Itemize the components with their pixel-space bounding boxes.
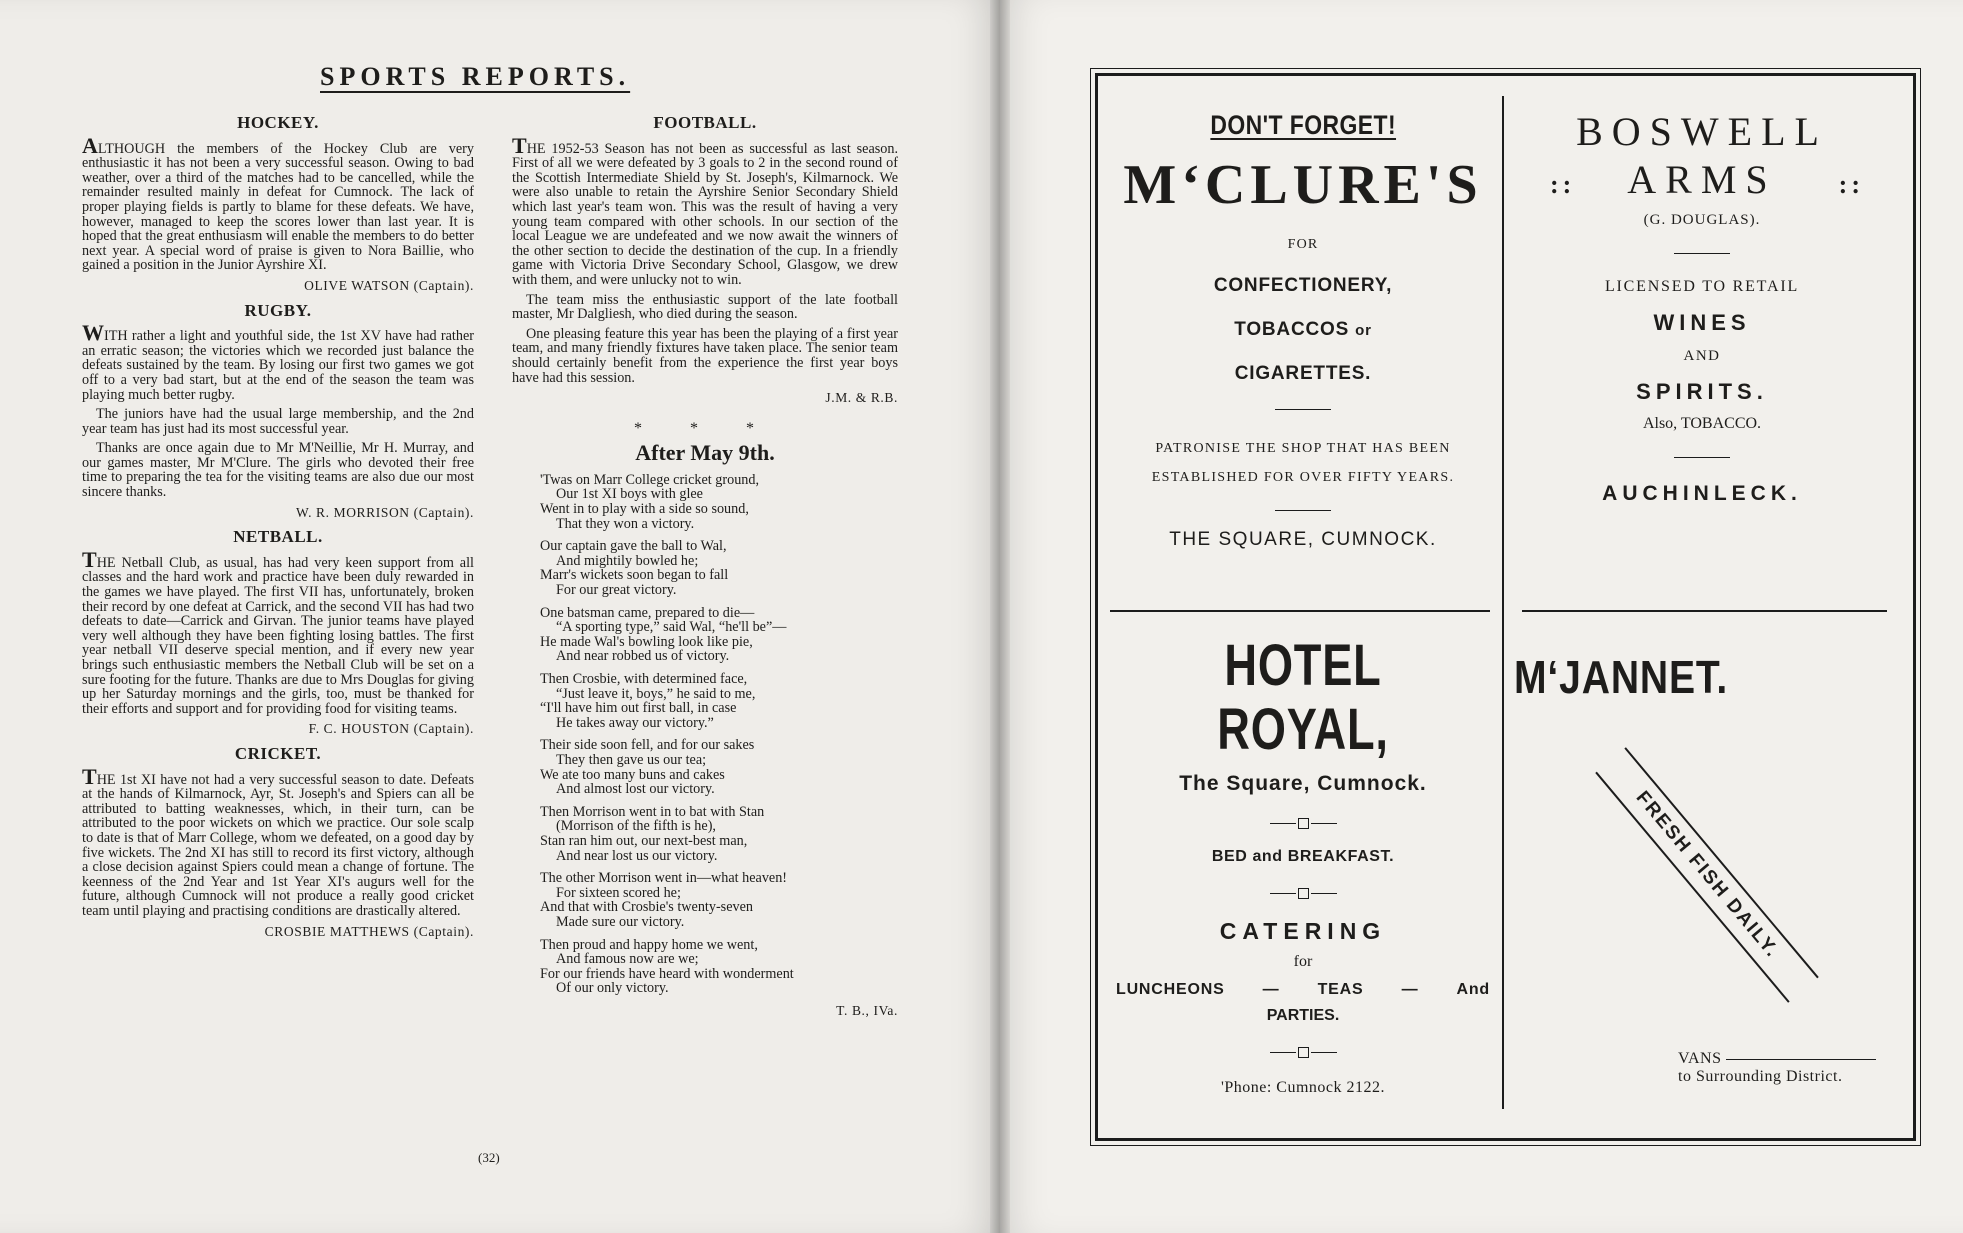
fresh-fish-text: FRESH FISH DAILY. [1631, 787, 1784, 963]
poem-line: The other Morrison went in—what heaven! [540, 870, 788, 887]
poem-line: Then proud and happy home we went, [540, 936, 758, 953]
football-signature: J.M. & R.B. [825, 390, 898, 406]
ornament-colons-left: :: [1550, 170, 1576, 199]
netball-heading: NETBALL. [233, 527, 323, 547]
football-paragraph-2: The team miss the enthusiastic support of the late football master, Mr Dalgliesh, who died during the season. [512, 291, 898, 323]
cricket-paragraph [82, 763, 474, 919]
rugby-paragraph [82, 320, 474, 403]
football-heading: FOOTBALL. [653, 113, 757, 132]
boswell-and: AND [1683, 348, 1721, 364]
poem-line: Our 1st XI boys with glee [556, 486, 703, 503]
page-number: (32) [478, 1150, 500, 1165]
football-paragraph [512, 132, 898, 288]
mjannet-vans [1678, 1050, 1876, 1086]
advert-divider-right [1522, 610, 1887, 612]
poem-line: Their side soon fell, and for our sakes [540, 737, 755, 754]
ornament-divider [1108, 814, 1498, 830]
rugby-paragraph-3: Thanks are once again due to Mr M'Neillie, Mr H. Murray, and our games master, Mr M'Clure. The girls who devoted their free time to preparing the tea for the visiting teams are also due our most sincere thanks. [82, 440, 474, 501]
hotel-teas: TEAS [1317, 981, 1364, 998]
poem-line: He made Wal's bowling look like pie, [540, 633, 753, 650]
mcclure-tobaccos [1108, 319, 1498, 341]
poem-line: We ate too many buns and cakes [540, 766, 725, 783]
hotel-for: for [1293, 953, 1313, 970]
boswell-tobacco: Also, TOBACCO. [1642, 415, 1762, 432]
poem-line: (Morrison of the fifth is he), [556, 818, 716, 835]
hockey-heading: HOCKEY. [237, 113, 319, 132]
poem-line: Went in to play with a side so sound, [540, 501, 749, 518]
boswell-name-line1: BOSWELL [1576, 109, 1828, 154]
poem-line: Of our only victory. [556, 980, 669, 997]
boswell-location: AUCHINLECK. [1602, 482, 1802, 505]
hotel-services-row [1116, 981, 1490, 999]
ornament-divider [1108, 884, 1498, 900]
mcclure-for: FOR [1287, 237, 1319, 252]
mcclure-cigarettes: CIGARETTES. [1234, 363, 1372, 384]
mcclure-advert [1108, 100, 1498, 551]
poem-line: “I'll have him out first ball, in case [540, 700, 737, 717]
poem-line: Stan ran him out, our next-best man, [540, 832, 748, 849]
divider-rule [1275, 510, 1331, 511]
netball-signature: F. C. HOUSTON (Captain). [308, 721, 474, 737]
mcclure-name: M‘CLURE'S [1123, 154, 1483, 216]
poem-line: Then Morrison went in to bat with Stan [540, 803, 765, 820]
poem-line: That they won a victory. [556, 515, 695, 532]
mcclure-address: THE SQUARE, CUMNOCK. [1169, 529, 1437, 550]
cricket-signature: CROSBIE MATTHEWS (Captain). [264, 923, 474, 939]
poem-line: Our captain gave the ball to Wal, [540, 538, 727, 555]
mcclure-tobaccos-word: TOBACCOS [1234, 319, 1356, 340]
poem-line: And that with Crosbie's twenty-seven [540, 899, 753, 916]
boswell-licensed: LICENSED TO RETAIL [1604, 278, 1800, 295]
rugby-dropcap: W [82, 320, 104, 346]
dash: — [1401, 981, 1419, 998]
poem-line: And near robbed us of victory. [556, 648, 730, 665]
mcclure-or: or [1355, 322, 1372, 339]
mcclure-patronise-line2: ESTABLISHED FOR OVER FIFTY YEARS. [1151, 470, 1455, 485]
vans-district: to Surrounding District. [1678, 1068, 1843, 1085]
poem-line: And near lost us our victory. [556, 847, 718, 864]
poem-line: For sixteen scored he; [556, 884, 681, 901]
right-column [512, 112, 898, 1028]
poem-stanza [540, 473, 898, 531]
hotel-bed-breakfast: BED and BREAKFAST. [1211, 848, 1395, 865]
poem-line: 'Twas on Marr College cricket ground, [540, 471, 760, 488]
boswell-advert [1512, 108, 1892, 506]
poem-stanza [540, 738, 898, 796]
cricket-heading: CRICKET. [234, 743, 322, 763]
poem-line: And mightily bowled he; [556, 552, 699, 569]
mjannet-advert [1512, 630, 1892, 1110]
section-separator: * * * [634, 419, 776, 437]
boswell-spirits: SPIRITS. [1636, 379, 1768, 404]
rugby-paragraph-2: The juniors have had the usual large membership, and the 2nd year team has just had its most successful year. [82, 406, 474, 437]
poem-line: They then gave us our tea; [556, 751, 707, 768]
boswell-name-row [1512, 156, 1892, 206]
advert-divider-left [1110, 610, 1490, 612]
hockey-paragraph [82, 132, 474, 274]
football-dropcap: T [512, 132, 527, 158]
poem-stanza [540, 805, 898, 863]
cricket-text: HE 1st XI have not had a very successful season to date. Defeats at the hands of Kilmarnock, Ayr, St. Joseph's and Spiers can all be attributed to batting weaknesses, which, in their turn, can be attributed to the poor wickets on which we practice. Our sole scalp to date is that of Marr College, whom we defeated, on a good day by five wickets. The 2nd XI has still to record its first victory, although a close decision against Spiers could mean a change of fortune. The keenness of the 2nd Year and 1st Year XI's augurs well for the future, although Cumnock will not produce a really good cricket team until playing and practising conditions are drastically altered. [82, 771, 474, 919]
vans-label: VANS [1678, 1050, 1722, 1067]
hotel-royal-advert [1108, 630, 1498, 1097]
rugby-heading: RUGBY. [244, 300, 312, 320]
mcclure-confectionery: CONFECTIONERY, [1213, 275, 1393, 296]
ornament-divider [1108, 1043, 1498, 1059]
hotel-phone: 'Phone: Cumnock 2122. [1220, 1079, 1386, 1096]
fresh-fish-banner [1595, 747, 1818, 1003]
poem-stanza [540, 672, 898, 730]
hockey-text: LTHOUGH the members of the Hockey Club are very enthusiastic it has not been a very successful season. Owing to bad weather, over a third of the matches had to be cancelled, while the remainder resulted mainly in defeat for Cumnock. The lack of proper playing fields is partly to blame for these defeats. We have, however, managed to keep the scores lower than last year. It is hoped that the great enthusiasm will enable the members to do better next year. A special word of praise is given to Nora Baillie, who gained a position in the Junior Ayrshire XI. [82, 140, 474, 274]
hotel-luncheons: LUNCHEONS [1116, 981, 1225, 998]
poem-line: And famous now are we; [556, 951, 699, 968]
poem-line: He takes away our victory.” [556, 714, 714, 731]
divider-rule [1674, 253, 1730, 254]
poem-line: For our great victory. [556, 582, 677, 599]
netball-paragraph [82, 546, 474, 717]
poem-line: Made sure our victory. [556, 913, 685, 930]
boswell-name-line2: ARMS [1627, 157, 1777, 202]
netball-dropcap: T [82, 546, 97, 572]
divider-rule [1726, 1059, 1876, 1060]
poem-line: Marr's wickets soon began to fall [540, 567, 729, 584]
dont-forget-headline: DON'T FORGET! [1210, 110, 1396, 140]
mcclure-patronise [1108, 434, 1498, 492]
poem-line: “Just leave it, boys,” he said to me, [556, 685, 756, 702]
page-gutter [990, 0, 1010, 1233]
divider-rule [1674, 457, 1730, 458]
hotel-and: And [1456, 981, 1490, 998]
left-column [82, 112, 474, 949]
poem-title: After May 9th. [635, 440, 775, 466]
rugby-signature: W. R. MORRISON (Captain). [295, 504, 474, 520]
rugby-text: ITH rather a light and youthful side, the 1st XV have had rather an erratic season; the victories which we recorded just balance the defeats sustained by the team. By losing our first two games we got off to a very bad start, but at the end of the season the team was playing much better rugby. [82, 328, 474, 403]
hotel-catering: CATERING [1219, 918, 1387, 944]
poem-line: For our friends have heard with wonderment [540, 965, 794, 982]
boswell-wines: WINES [1653, 310, 1751, 335]
poem-stanza [540, 871, 898, 929]
mcclure-patronise-line1: PATRONISE THE SHOP THAT HAS BEEN [1155, 441, 1451, 456]
poem-line: Then Crosbie, with determined face, [540, 671, 748, 687]
hockey-signature: OLIVE WATSON (Captain). [304, 277, 474, 293]
poem-stanza [540, 938, 898, 996]
hotel-name: HOTEL ROYAL, [1217, 633, 1389, 762]
poem-signature: T. B., IVa. [836, 1002, 898, 1018]
advert-divider-vertical [1502, 96, 1504, 1109]
netball-text: HE Netball Club, as usual, has had very keen support from all classes and the hard work and practice have been duly rewarded in the games we have played. The first VII has, unfortunately, broken their record by one defeat at Carrick, and the second VII has had two defeats to date—Carrick and Girvan. The junior teams have played very well although they have been fighting losing battles. The first year netball VII deserve special mention, and if every new year brings such enthusiastic members the Netball Club will be set on a sure footing for the future. Thanks are due to Mrs Douglas for giving up her Saturday mornings and the girls, too, must be thanked for their efforts and support and for providing food for visiting teams. [82, 554, 474, 717]
ornament-colons-right: :: [1838, 170, 1864, 199]
boswell-owner: (G. DOUGLAS). [1643, 212, 1761, 228]
page-title: SPORTS REPORTS. [320, 62, 631, 91]
poem-line: One batsman came, prepared to die— [540, 604, 755, 621]
hockey-dropcap: A [82, 132, 98, 158]
poem-stanza [540, 539, 898, 597]
football-paragraph-3: One pleasing feature this year has been the playing of a first year team, and many friendly fixtures have taken place. The senior team should certainly benefit from the experience the first year boys have had this session. [512, 325, 898, 386]
poem-line: And almost lost our victory. [556, 781, 715, 798]
poem-body [512, 473, 898, 996]
poem-line: “A sporting type,” said Wal, “he'll be”— [556, 619, 787, 636]
poem-stanza [540, 606, 898, 664]
football-text: HE 1952-53 Season has not been as successful as last season. First of all we were defeated by 3 goals to 2 in the second round of the Scottish Intermediate Shield by St. Joseph's, Kilmarnock. We were also unable to retain the Ayrshire Senior Secondary Shield which last year's team won. This was the result of having a very young team compared with other schools. In our section of the local League we are undefeated and we now await the winners of the other section to decide the destination of the cup. In a friendly game with Victoria Drive Secondary School, Glasgow, we drew with them, and were unlucky not to win. [512, 140, 898, 288]
hotel-address: The Square, Cumnock. [1179, 772, 1427, 795]
dash: — [1262, 981, 1280, 998]
hotel-parties: PARTIES. [1266, 1007, 1340, 1024]
divider-rule [1275, 409, 1331, 410]
cricket-dropcap: T [82, 763, 97, 789]
mjannet-name: M‘JANNET. [1514, 651, 1729, 703]
